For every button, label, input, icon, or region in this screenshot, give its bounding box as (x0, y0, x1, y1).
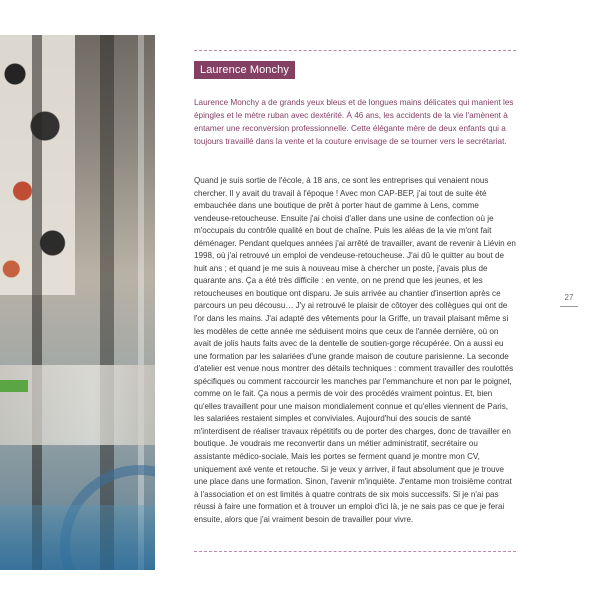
testimony-paragraph: Quand je suis sortie de l'école, à 18 ans, ce sont les entreprises qui venaient nous chercher. Il y avait du travail à l'époque ! Avec mon CAP-BEP, j'ai tout de suite été embauchée dans une boutique de prêt à porter haut de gamme à Lens, comme vendeuse-retoucheuse. Ensuite j'ai choisi d'aller dans une usine de confection où je m'occupais du contrôle qualité en bout de chaîne. Puis les aléas de la vie m'ont fait déménager. Pendant quelques années j'ai arrêté de travailler, avant de revenir à Liévin en 1998, où j'ai retrouvé un emploi de vendeuse-retoucheuse. J'ai dû le quitter au bout de huit ans ; et quand je me suis à nouveau mise à chercher un poste, j'avais plus de quarante ans. Ça a été très difficile : en vente, on ne prend que les jeunes, et les retoucheuses en boutique ont disparu. Je suis arrivée au chantier d'insertion après ce parcours un peu décousu… J'y ai retrouvé le plaisir de côtoyer des collègues qui ont de l'or dans les mains. J'ai adapté des vêtements pour la Griffe, un travail plaisant même si les modèles de cette année me séduisent moins que ceux de l'année dernière, où on avait de jolis hauts faits avec de la dentelle de soutien-gorge récupérée. On a aussi eu une formation par les salariées d'une grande maison de couture parisienne. La seconde d'atelier est venue nous montrer des détails techniques : comment travailler des roulottés spécifiques ou comment raccourcir les manches par l'emmanchure et non par le poignet, comme on le fait. Ça nous a permis de voir des procédés vraiment pointus. Et, bien qu'elles travaillent pour une maison mondialement connue et qu'elles viennent de Paris, les salariées restaient simples et conviviales. Aujourd'hui des soucis de santé m'interdisent de réaliser travaux répétitifs ou de porter des charges, donc de travailler en boutique. Je voudrais me reconvertir dans un métier administratif, secrétaire ou assistante médico-sociale. Mais les portes se ferment quand je montre mon CV, uniquement axé vente et retouche. Si je veux y arriver, il faut absolument que je trouve une place dans une formation. Sinon, l'avenir m'inquiète. J'entame mon troisième contrat à l'association et on est limités à quatre contrats de six mois successifs. Si je n'ai pas réussi à faire une formation et à trouver un emploi d'ici là, je ne sais pas ce que je ferai ensuite, alors que j'ai vraiment besoin de travailler pour vivre. (194, 176, 516, 524)
page-number: 27 (564, 293, 574, 302)
blue-foreground-blur (0, 505, 155, 570)
top-dashed-rule (194, 50, 516, 51)
blurred-post (32, 35, 42, 570)
bottom-dashed-rule (194, 551, 516, 552)
sewing-machine (0, 365, 155, 445)
sewing-workshop-photo (0, 35, 155, 570)
green-fabric (0, 380, 28, 392)
person-name-heading: Laurence Monchy (194, 61, 295, 79)
intro-paragraph: Laurence Monchy a de grands yeux bleus et de longues mains délicates qui manient les épingles et le mètre ruban avec dextérité. À 46 ans, les accidents de la vie l'amènent à entamer une reconversion professionnelle. Cette élégante mère de deux enfants qui a toujours travaillé dans la vente et la couture envisage de se tourner vers le secrétariat. (194, 98, 514, 147)
page-number-underline (560, 306, 578, 307)
